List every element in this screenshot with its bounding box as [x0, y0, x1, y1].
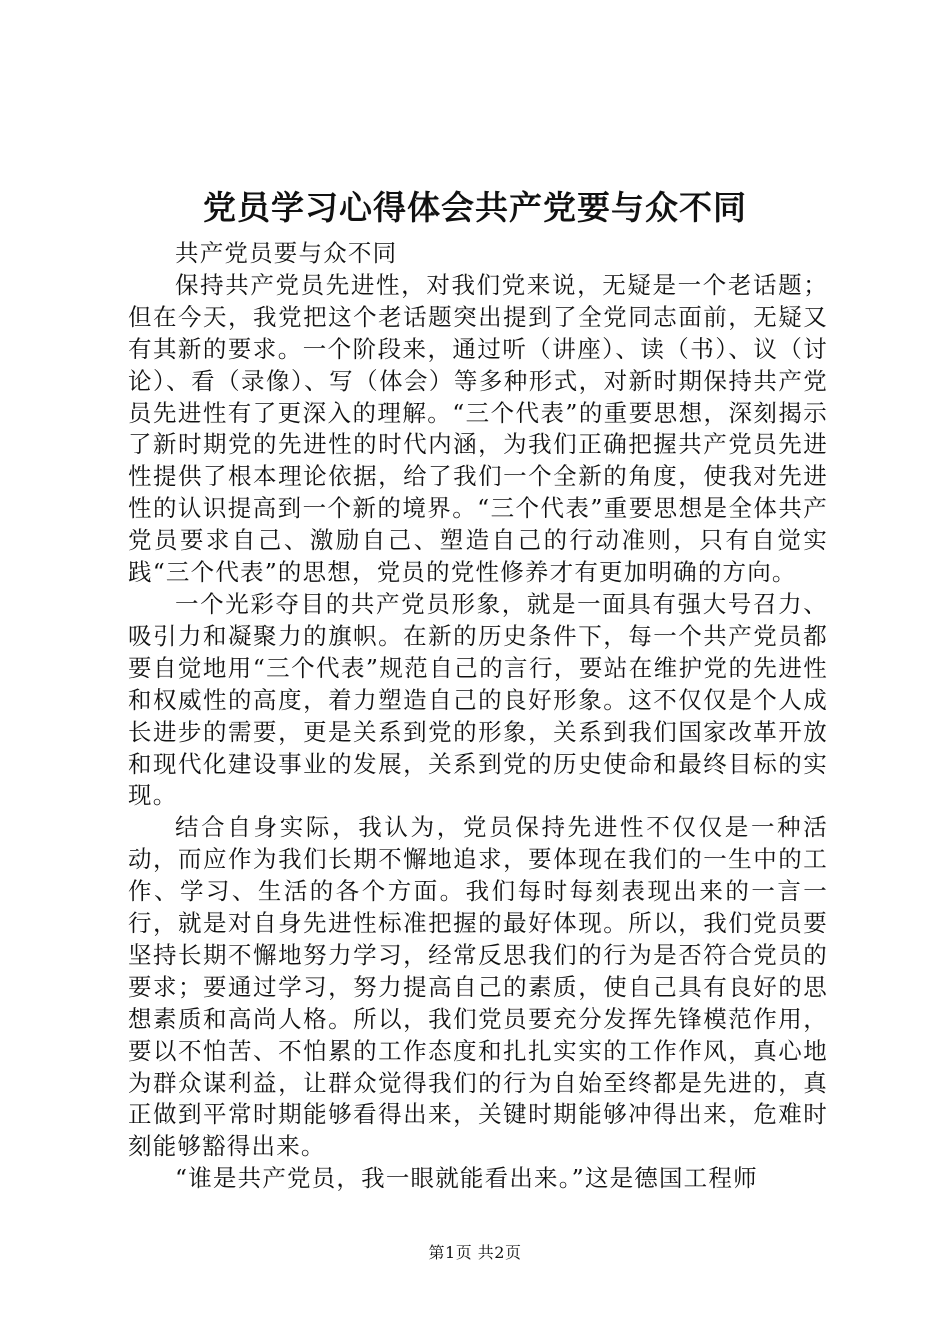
- page-number-footer: 第1页 共2页: [428, 1243, 522, 1262]
- paragraph-subtitle: 共产党员要与众不同: [175, 239, 398, 267]
- document-title: 党员学习心得体会共产党要与众不同: [203, 188, 747, 227]
- document-body: [128, 238, 828, 1195]
- paragraph: 结合自身实际，我认为，党员保持先进性不仅仅是一种活动，而应作为我们长期不懈地追求，要体现在我们的一生中的工作、学习、生活的各个方面。我们每时每刻表现出来的一言一行，就是对自身先进性标准把握的最好体现。所以，我们党员要坚持长期不懈地努力学习，经常反思我们的行为是否符合党员的要求；要通过学习，努力提高自己的素质，使自己具有良好的思想素质和高尚人格。所以，我们党员要充分发挥先锋模范作用，要以不怕苦、不怕累的工作态度和扎扎实实的工作作风，真心地为群众谋利益，让群众觉得我们的行为自始至终都是先进的，真正做到平常时期能够看得出来，关键时期能够冲得出来，危难时刻能够豁得出来。: [128, 813, 828, 1161]
- paragraph: 一个光彩夺目的共产党员形象，就是一面具有强大号召力、吸引力和凝聚力的旗帜。在新的历史条件下，每一个共产党员都要自觉地用“三个代表”规范自己的言行，要站在维护党的先进性和权威性的高度，着力塑造自己的良好形象。这不仅仅是个人成长进步的需要，更是关系到党的形象，关系到我们国家改革开放和现代化建设事业的发展，关系到党的历史使命和最终目标的实现。: [128, 589, 828, 810]
- paragraph: “谁是共产党员，我一眼就能看出来。”这是德国工程师: [175, 1164, 758, 1193]
- paragraph: 保持共产党员先进性，对我们党来说，无疑是一个老话题；但在今天，我党把这个老话题突出提到了全党同志面前，无疑又有其新的要求。一个阶段来，通过听（讲座）、读（书）、议（讨论）、看（录像）、写（体会）等多种形式，对新时期保持共产党员先进性有了更深入的理解。“三个代表”的重要思想，深刻揭示了新时期党的先进性的时代内涵，为我们正确把握共产党员先进性提供了根本理论依据，给了我们一个全新的角度，使我对先进性的认识提高到一个新的境界。“三个代表”重要思想是全体共产党员要求自己、激励自己、塑造自己的行动准则，只有自觉实践“三个代表”的思想，党员的党性修养才有更加明确的方向。: [128, 270, 828, 587]
